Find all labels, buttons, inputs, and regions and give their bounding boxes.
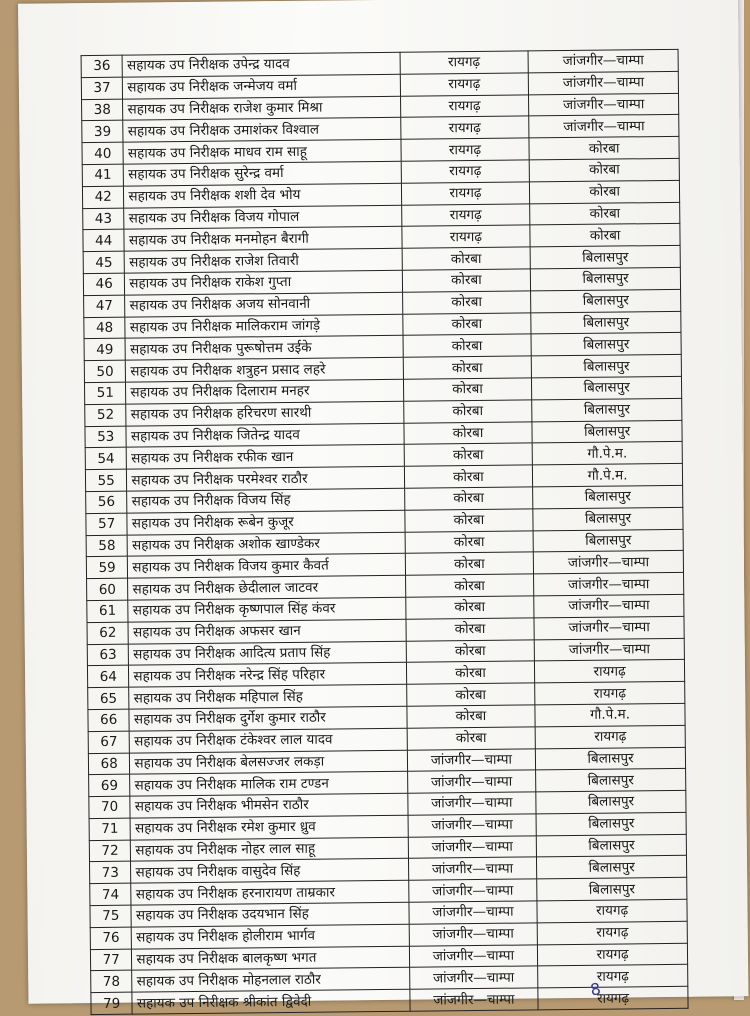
to-district-cell: जांजगीर—चाम्पा: [528, 71, 678, 94]
name-cell: सहायक उप निरीक्षक महिपाल सिंह: [129, 684, 406, 709]
serial-number-cell: 56: [86, 491, 128, 513]
name-cell: सहायक उप निरीक्षक छेदीलाल जाटवर: [128, 575, 405, 600]
to-district-cell: कोरबा: [530, 202, 680, 225]
name-cell: सहायक उप निरीक्षक बेलसज्जर लकड़ा: [130, 750, 407, 775]
name-cell: सहायक उप निरीक्षक बालकृष्ण भगत: [132, 946, 409, 971]
from-district-cell: रायगढ़: [402, 225, 531, 248]
serial-number-cell: 76: [90, 927, 132, 949]
serial-number-cell: 42: [82, 186, 124, 208]
serial-number-cell: 74: [90, 883, 132, 905]
name-cell: सहायक उप निरीक्षक कृष्णपाल सिंह कंवर: [128, 597, 405, 622]
to-district-cell: बिलासपुर: [536, 812, 686, 835]
serial-number-cell: 75: [90, 905, 132, 927]
handwritten-page-mark: 8: [588, 979, 603, 1000]
from-district-cell: रायगढ़: [401, 203, 530, 226]
serial-number-cell: 69: [89, 774, 131, 796]
to-district-cell: जांजगीर—चाम्पा: [529, 115, 679, 138]
to-district-cell: बिलासपुर: [532, 420, 682, 443]
from-district-cell: कोरबा: [406, 661, 535, 684]
serial-number-cell: 62: [87, 622, 129, 644]
from-district-cell: कोरबा: [403, 400, 532, 423]
from-district-cell: जांजगीर—चाम्पा: [407, 770, 536, 793]
from-district-cell: कोरबा: [405, 509, 534, 532]
name-cell: सहायक उप निरीक्षक राजेश तिवारी: [125, 248, 402, 273]
name-cell: सहायक उप निरीक्षक विजय कुमार कैवर्त: [128, 554, 405, 579]
serial-number-cell: 66: [88, 709, 130, 731]
from-district-cell: जांजगीर—चाम्पा: [407, 792, 536, 815]
to-district-cell: बिलासपुर: [536, 790, 686, 813]
to-district-cell: बिलासपुर: [537, 856, 687, 879]
serial-number-cell: 36: [81, 55, 123, 77]
to-district-cell: बिलासपुर: [531, 311, 681, 334]
from-district-cell: जांजगीर—चाम्पा: [408, 857, 537, 880]
to-district-cell: बिलासपुर: [536, 747, 686, 770]
serial-number-cell: 71: [89, 818, 131, 840]
name-cell: सहायक उप निरीक्षक राजेश कुमार मिश्रा: [123, 96, 400, 121]
serial-number-cell: 40: [82, 142, 124, 164]
serial-number-cell: 61: [87, 600, 129, 622]
to-district-cell: बिलासपुर: [533, 485, 683, 508]
serial-number-cell: 49: [84, 339, 126, 361]
name-cell: सहायक उप निरीक्षक मालिक राम टण्डन: [130, 772, 407, 797]
name-cell: सहायक उप निरीक्षक वासुदेव सिंह: [131, 859, 408, 884]
name-cell: सहायक उप निरीक्षक उमाशंकर विश्वाल: [123, 118, 400, 143]
from-district-cell: कोरबा: [405, 596, 534, 619]
serial-number-cell: 52: [85, 404, 127, 426]
to-district-cell: जांजगीर—चाम्पा: [534, 572, 684, 595]
from-district-cell: जांजगीर—चाम्पा: [409, 966, 538, 989]
name-cell: सहायक उप निरीक्षक नोहर लाल साहू: [131, 837, 408, 862]
transfer-table-body: [81, 49, 688, 1014]
from-district-cell: रायगढ़: [401, 182, 530, 205]
to-district-cell: बिलासपुर: [530, 246, 680, 269]
serial-number-cell: 37: [81, 77, 123, 99]
name-cell: सहायक उप निरीक्षक दिलाराम मनहर: [126, 379, 403, 404]
name-cell: सहायक उप निरीक्षक उपेन्द्र यादव: [122, 52, 399, 77]
name-cell: सहायक उप निरीक्षक रमेश कुमार ध्रुव: [130, 815, 407, 840]
name-cell: सहायक उप निरीक्षक दुर्गेश कुमार राठौर: [129, 706, 406, 731]
to-district-cell: रायगढ़: [538, 943, 688, 966]
to-district-cell: रायगढ़: [535, 725, 685, 748]
to-district-cell: बिलासपुर: [533, 507, 683, 530]
to-district-cell: बिलासपुर: [531, 267, 681, 290]
to-district-cell: जांजगीर—चाम्पा: [528, 49, 678, 72]
document-page: [18, 0, 748, 1012]
from-district-cell: रायगढ़: [400, 95, 529, 118]
serial-number-cell: 44: [83, 230, 125, 252]
serial-number-cell: 41: [82, 164, 124, 186]
from-district-cell: रायगढ़: [400, 116, 529, 139]
from-district-cell: कोरबा: [403, 356, 532, 379]
serial-number-cell: 64: [87, 665, 129, 687]
name-cell: सहायक उप निरीक्षक परमेश्वर राठौर: [127, 466, 404, 491]
name-cell: सहायक उप निरीक्षक शत्रुहन प्रसाद लहरे: [126, 357, 403, 382]
serial-number-cell: 72: [89, 840, 131, 862]
serial-number-cell: 46: [83, 273, 125, 295]
from-district-cell: जांजगीर—चाम्पा: [408, 879, 537, 902]
serial-number-cell: 50: [84, 360, 126, 382]
from-district-cell: जांजगीर—चाम्पा: [408, 836, 537, 859]
serial-number-cell: 54: [85, 448, 127, 470]
to-district-cell: बिलासपुर: [536, 834, 686, 857]
name-cell: सहायक उप निरीक्षक मालिकराम जांगड़े: [125, 314, 402, 339]
to-district-cell: बिलासपुर: [531, 333, 681, 356]
to-district-cell: गौ.पे.म.: [533, 463, 683, 486]
name-cell: सहायक उप निरीक्षक रूबेन कुजूर: [127, 510, 404, 535]
serial-number-cell: 68: [88, 753, 130, 775]
serial-number-cell: 73: [90, 862, 132, 884]
from-district-cell: कोरबा: [404, 421, 533, 444]
to-district-cell: रायगढ़: [538, 987, 688, 1010]
to-district-cell: गौ.पे.म.: [535, 703, 685, 726]
serial-number-cell: 77: [90, 949, 132, 971]
to-district-cell: रायगढ़: [537, 899, 687, 922]
from-district-cell: कोरबा: [404, 465, 533, 488]
serial-number-cell: 38: [82, 99, 124, 121]
to-district-cell: बिलासपुर: [532, 376, 682, 399]
serial-number-cell: 51: [84, 382, 126, 404]
serial-number-cell: 59: [86, 556, 128, 578]
from-district-cell: रायगढ़: [401, 160, 530, 183]
from-district-cell: कोरबा: [402, 312, 531, 335]
serial-number-cell: 67: [88, 731, 130, 753]
name-cell: सहायक उप निरीक्षक जितेन्द्र यादव: [126, 423, 403, 448]
from-district-cell: जांजगीर—चाम्पा: [410, 988, 539, 1011]
name-cell: सहायक उप निरीक्षक हरनारायण ताम्रकार: [131, 881, 408, 906]
from-district-cell: जांजगीर—चाम्पा: [408, 814, 537, 837]
to-district-cell: बिलासपुर: [533, 529, 683, 552]
from-district-cell: कोरबा: [404, 487, 533, 510]
from-district-cell: कोरबा: [406, 683, 535, 706]
from-district-cell: जांजगीर—चाम्पा: [407, 748, 536, 771]
serial-number-cell: 53: [85, 426, 127, 448]
from-district-cell: कोरबा: [405, 552, 534, 575]
to-district-cell: जांजगीर—चाम्पा: [534, 638, 684, 661]
to-district-cell: कोरबा: [529, 137, 679, 160]
from-district-cell: रायगढ़: [401, 138, 530, 161]
name-cell: सहायक उप निरीक्षक विजय सिंह: [127, 488, 404, 513]
name-cell: सहायक उप निरीक्षक माधव राम साहू: [123, 139, 400, 164]
from-district-cell: कोरबा: [406, 639, 535, 662]
name-cell: सहायक उप निरीक्षक जन्मेजय वर्मा: [123, 74, 400, 99]
to-district-cell: जांजगीर—चाम्पा: [534, 594, 684, 617]
name-cell: सहायक उप निरीक्षक शशी देव भोय: [124, 183, 401, 208]
from-district-cell: रायगढ़: [400, 73, 529, 96]
to-district-cell: जांजगीर—चाम्पा: [533, 551, 683, 574]
serial-number-cell: 47: [84, 295, 126, 317]
to-district-cell: रायगढ़: [535, 660, 685, 683]
to-district-cell: रायगढ़: [535, 681, 685, 704]
name-cell: सहायक उप निरीक्षक मनमोहन बैरागी: [124, 227, 401, 252]
serial-number-cell: 39: [82, 121, 124, 143]
name-cell: सहायक उप निरीक्षक श्रीकांत द्विवेदी: [132, 989, 409, 1014]
from-district-cell: कोरबा: [403, 378, 532, 401]
from-district-cell: कोरबा: [407, 705, 536, 728]
name-cell: सहायक उप निरीक्षक नरेन्द्र सिंह परिहार: [129, 663, 406, 688]
from-district-cell: कोरबा: [405, 574, 534, 597]
name-cell: सहायक उप निरीक्षक पुरूषोत्तम उईके: [125, 336, 402, 361]
serial-number-cell: 48: [84, 317, 126, 339]
to-district-cell: बिलासपुर: [532, 398, 682, 421]
name-cell: सहायक उप निरीक्षक अफसर खान: [128, 619, 405, 644]
to-district-cell: जांजगीर—चाम्पा: [534, 616, 684, 639]
to-district-cell: बिलासपुर: [531, 355, 681, 378]
serial-number-cell: 58: [86, 535, 128, 557]
name-cell: सहायक उप निरीक्षक आदित्य प्रताप सिंह: [129, 641, 406, 666]
from-district-cell: कोरबा: [403, 334, 532, 357]
to-district-cell: कोरबा: [529, 158, 679, 181]
from-district-cell: जांजगीर—चाम्पा: [409, 901, 538, 924]
serial-number-cell: 60: [87, 578, 129, 600]
name-cell: सहायक उप निरीक्षक रफीक खान: [127, 445, 404, 470]
from-district-cell: कोरबा: [404, 443, 533, 466]
serial-number-cell: 45: [83, 251, 125, 273]
to-district-cell: बिलासपुर: [536, 769, 686, 792]
name-cell: सहायक उप निरीक्षक अशोक खाण्डेकर: [128, 532, 405, 557]
to-district-cell: जांजगीर—चाम्पा: [529, 93, 679, 116]
to-district-cell: कोरबा: [530, 224, 680, 247]
from-district-cell: रायगढ़: [400, 51, 529, 74]
name-cell: सहायक उप निरीक्षक विजय गोपाल: [124, 205, 401, 230]
name-cell: सहायक उप निरीक्षक अजय सोनवानी: [125, 292, 402, 317]
name-cell: सहायक उप निरीक्षक उदयभान सिंह: [131, 902, 408, 927]
serial-number-cell: 70: [89, 796, 131, 818]
transfer-table: [81, 49, 689, 1015]
name-cell: सहायक उप निरीक्षक सुरेन्द्र वर्मा: [124, 161, 401, 186]
serial-number-cell: 78: [91, 971, 133, 993]
to-district-cell: बिलासपुर: [531, 289, 681, 312]
from-district-cell: जांजगीर—चाम्पा: [409, 923, 538, 946]
name-cell: सहायक उप निरीक्षक होलीराम भार्गव: [132, 924, 409, 949]
from-district-cell: कोरबा: [407, 727, 536, 750]
name-cell: सहायक उप निरीक्षक राकेश गुप्ता: [125, 270, 402, 295]
from-district-cell: कोरबा: [402, 247, 531, 270]
name-cell: सहायक उप निरीक्षक मोहनलाल राठौर: [132, 968, 409, 993]
serial-number-cell: 55: [85, 469, 127, 491]
from-district-cell: कोरबा: [406, 618, 535, 641]
to-district-cell: रायगढ़: [537, 921, 687, 944]
from-district-cell: कोरबा: [402, 291, 531, 314]
name-cell: सहायक उप निरीक्षक टंकेश्वर लाल यादव: [130, 728, 407, 753]
to-district-cell: गौ.पे.म.: [532, 442, 682, 465]
serial-number-cell: 43: [83, 208, 125, 230]
to-district-cell: रायगढ़: [538, 965, 688, 988]
serial-number-cell: 79: [91, 992, 133, 1014]
serial-number-cell: 63: [87, 644, 129, 666]
from-district-cell: कोरबा: [405, 530, 534, 553]
name-cell: सहायक उप निरीक्षक भीमसेन राठौर: [130, 793, 407, 818]
to-district-cell: कोरबा: [530, 180, 680, 203]
serial-number-cell: 65: [88, 687, 130, 709]
to-district-cell: बिलासपुर: [537, 878, 687, 901]
serial-number-cell: 57: [86, 513, 128, 535]
name-cell: सहायक उप निरीक्षक हरिचरण सारथी: [126, 401, 403, 426]
from-district-cell: कोरबा: [402, 269, 531, 292]
from-district-cell: जांजगीर—चाम्पा: [409, 945, 538, 968]
